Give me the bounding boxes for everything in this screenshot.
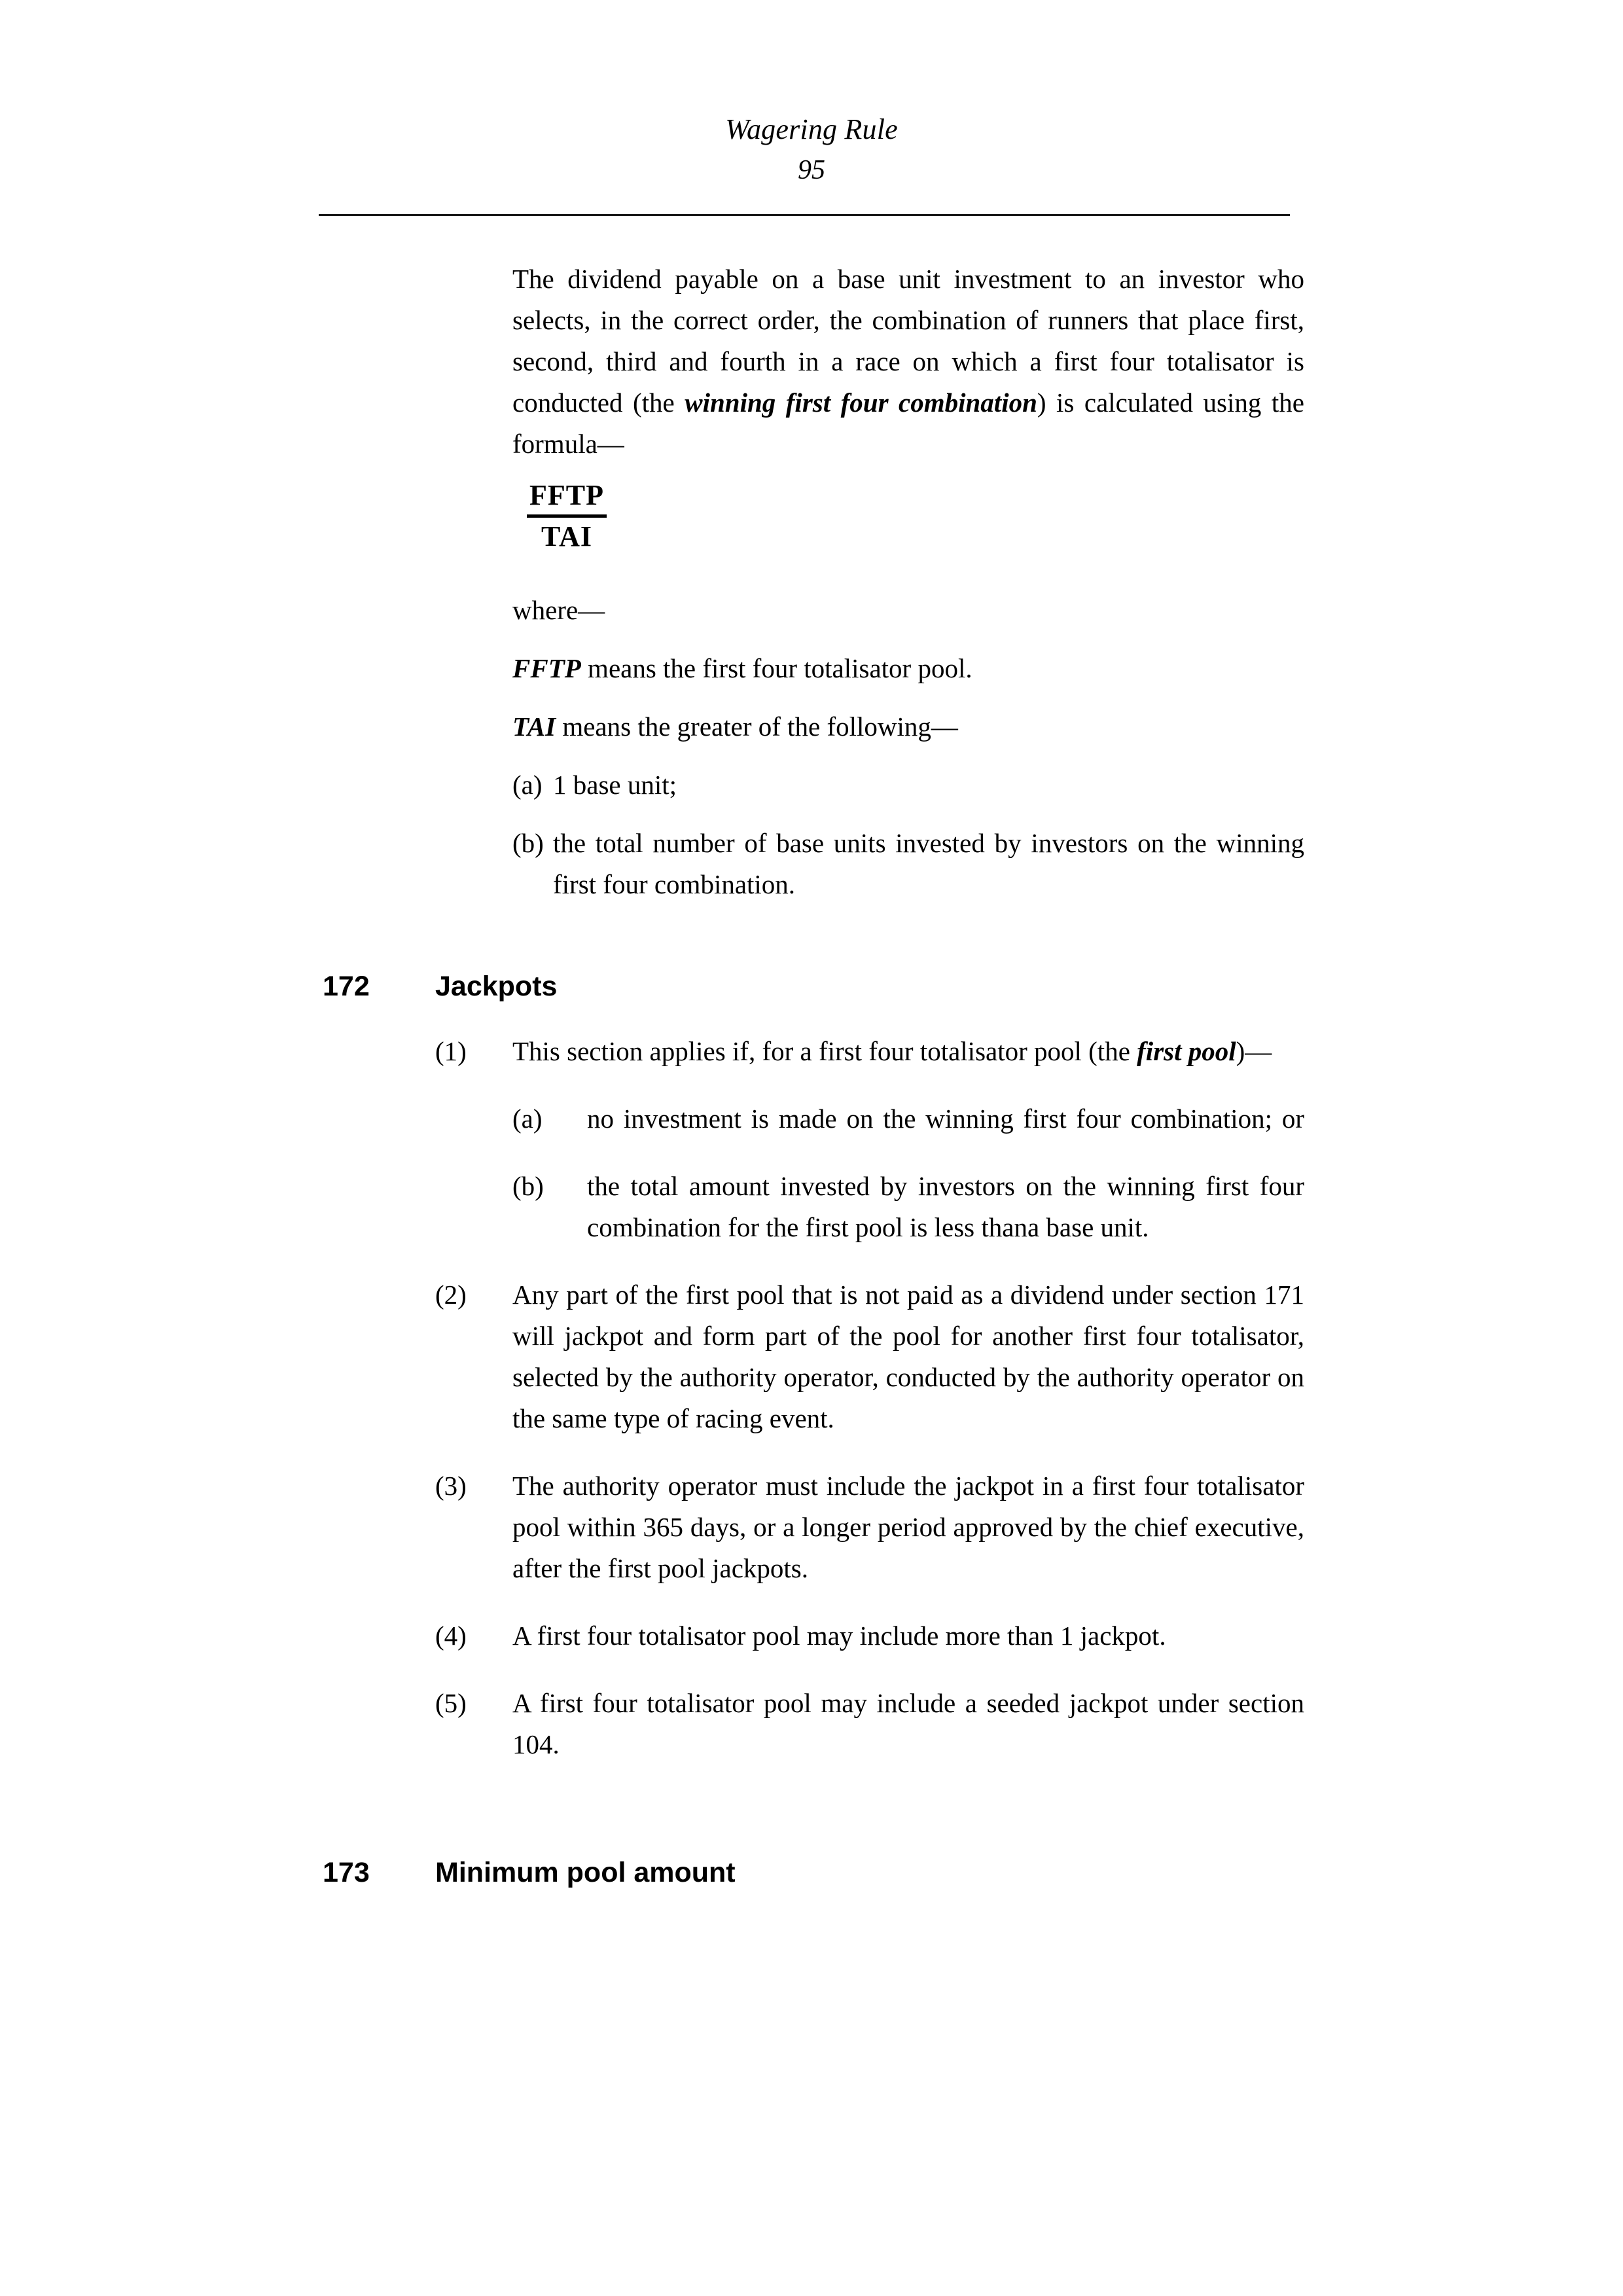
subsection-2 <box>435 1274 1304 1439</box>
subsection-marker: (1) <box>435 1036 467 1066</box>
list-item-text: the total number of base units invested by investors on the winning first four combination. <box>553 828 1304 899</box>
subsection-text: A first four totalisator pool may include more than 1 jackpot. <box>512 1621 1166 1651</box>
document-title: Wagering Rule <box>725 113 898 145</box>
subsection-text: Any part of the first pool that is not paid as a dividend under section 171 will jackpot and form part of the pool for another first four totalisator, selected by the authority operator, conducted by the authority operator on the same type of racing event. <box>512 1280 1304 1433</box>
formula-numerator: FFTP <box>529 479 604 511</box>
subsection-text <box>512 1031 1304 1072</box>
where-label: where— <box>512 595 605 625</box>
running-header <box>0 111 1623 188</box>
section-title: Jackpots <box>435 971 558 1002</box>
definition-tai <box>512 706 1304 747</box>
intro-text-part1: The dividend payable on a base unit investment to an investor who selects, in the correct order, the combination of runners that place first, second, third and fourth in a race on which a first four totalisator is conducted (the <box>512 264 1304 418</box>
list-item-marker: (a) <box>512 1103 543 1134</box>
definition-term-tai: TAI <box>512 711 556 742</box>
list-item-text: no investment is made on the winning first four combination; or <box>587 1103 1304 1134</box>
list-item-text: 1 base unit; <box>553 770 677 800</box>
definition-fftp <box>512 648 1304 689</box>
list-item <box>512 1166 1304 1248</box>
definition-text-tai: means the greater of the following— <box>556 711 958 742</box>
section-heading-173 <box>323 1854 1304 1891</box>
formula-denominator: TAI <box>541 520 592 552</box>
list-item <box>512 764 1304 806</box>
list-item-marker: (a) <box>512 770 543 800</box>
subsection-5 <box>435 1683 1304 1765</box>
section-title: Minimum pool amount <box>435 1857 736 1888</box>
subsection-marker: (4) <box>435 1621 467 1651</box>
intro-text-part2: ) is calculated using the formula— <box>512 387 1304 459</box>
list-item-marker: (b) <box>512 828 544 858</box>
list-item <box>512 823 1304 905</box>
subsection-text-part1: This section applies if, for a first four totalisator pool (the <box>512 1036 1137 1066</box>
list-item-marker: (b) <box>512 1171 544 1201</box>
subsection-text-part2: )— <box>1236 1036 1272 1066</box>
subsection-marker: (2) <box>435 1280 467 1310</box>
subsection-marker: (3) <box>435 1471 467 1501</box>
header-divider-rule <box>319 214 1290 216</box>
subsection-marker: (5) <box>435 1688 467 1718</box>
subsection-3 <box>435 1465 1304 1589</box>
defined-term-first-pool: first pool <box>1137 1036 1236 1066</box>
subsection-4 <box>435 1615 1304 1657</box>
section-number: 173 <box>323 1857 370 1888</box>
dividend-formula <box>527 478 607 554</box>
body-column <box>323 259 1304 1891</box>
list-item <box>512 1098 1304 1139</box>
subsection-text: A first four totalisator pool may include a seeded jackpot under section 104. <box>512 1688 1304 1759</box>
intro-paragraph <box>512 259 1304 465</box>
definition-text-fftp: means the first four totalisator pool. <box>580 653 972 683</box>
page-number: 95 <box>798 155 825 185</box>
list-item-text: the total amount invested by investors on the winning first four combination for the first pool is less thana base unit. <box>587 1171 1304 1242</box>
subsection-1 <box>435 1031 1304 1072</box>
subsection-text: The authority operator must include the jackpot in a first four totalisator pool within 365 days, or a longer period approved by the chief executive, after the first pool jackpots. <box>512 1471 1304 1583</box>
defined-term-winning-first-four-combination: winning first four combination <box>685 387 1037 418</box>
section-number: 172 <box>323 971 370 1002</box>
section-heading-172 <box>323 968 1304 1005</box>
definition-term-fftp: FFTP <box>512 653 581 683</box>
